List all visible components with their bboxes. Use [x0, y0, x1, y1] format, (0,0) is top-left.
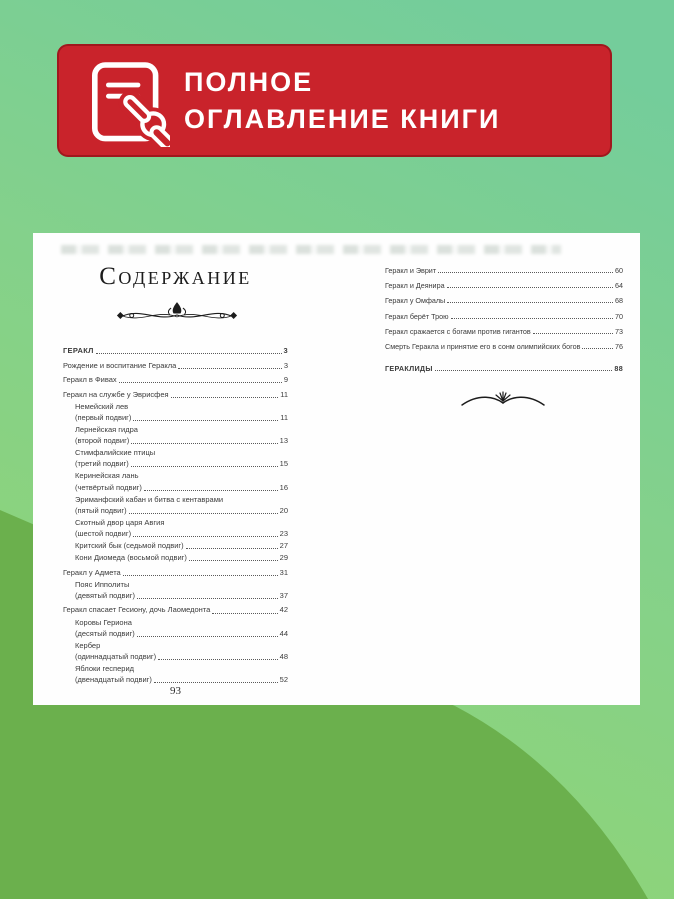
- toc-entry: Стимфалийские птицы (третий подвиг) 15: [75, 448, 288, 469]
- toc-right-column: [385, 266, 623, 373]
- banner-title-line1: ПОЛНОЕ: [184, 66, 314, 97]
- toc-left-column: [63, 345, 288, 685]
- toc-entry: Яблоки гесперид (двенадцатый подвиг) 52: [75, 663, 288, 685]
- book-page: [33, 233, 640, 705]
- toc-entry: Геракл берёт Трою 70: [385, 311, 623, 321]
- page-bleed-through: [61, 245, 561, 254]
- floral-flourish-icon: [113, 299, 241, 327]
- toc-entry: Геракл в Фивах 9: [63, 375, 288, 385]
- toc-entry: Кербер (одиннадцатый подвиг) 48: [75, 640, 288, 661]
- page-title: Содержание: [99, 263, 252, 290]
- toc-promo-banner: [57, 44, 612, 157]
- toc-entry: Геракл и Деянира 64: [385, 281, 623, 291]
- page-number: 93: [170, 685, 181, 697]
- toc-entry: Геракл на службе у Эврисфея 11: [63, 389, 288, 399]
- toc-entry: Критский бык (седьмой подвиг) 27: [75, 541, 288, 550]
- toc-entry: Скотный двор царя Авгия (шестой подвиг) 23: [75, 517, 288, 538]
- toc-entry: Геракл у Омфалы 68: [385, 296, 623, 306]
- toc-entry: Кони Диомеда (восьмой подвиг) 29: [75, 553, 288, 563]
- toc-entry: Геракл сражается с богами против гигантов 73: [385, 326, 623, 336]
- toc-entry: Лернейская гидра (второй подвиг) 13: [75, 425, 288, 446]
- toc-entry: Геракл спасает Гесиону, дочь Лаомедонта 42: [63, 605, 288, 615]
- toc-entry: ГЕРАКЛИДЫ 88: [385, 363, 623, 373]
- banner-title: [184, 64, 500, 138]
- toc-entry: Керинейская лань (четвёртый подвиг) 16: [75, 471, 288, 492]
- toc-entry: Смерть Геракла и принятие его в сонм олимпийских богов 76: [385, 341, 623, 351]
- toc-entry: Пояс Ипполиты (девятый подвиг) 37: [75, 579, 288, 600]
- leaf-swirl-icon: [457, 389, 549, 413]
- toc-entry: Геракл у Адмета 31: [63, 567, 288, 577]
- toc-entry: ГЕРАКЛ 3: [63, 346, 288, 355]
- toc-entry: Коровы Гериона (десятый подвиг) 44: [75, 617, 288, 638]
- book-click-icon: [74, 55, 170, 147]
- toc-entry: Немейский лев (первый подвиг) 11: [75, 401, 288, 422]
- toc-entry: Рождение и воспитание Геракла 3: [63, 360, 288, 370]
- banner-title-line2: ОГЛАВЛЕНИЕ КНИГИ: [184, 103, 501, 134]
- toc-entry: Геракл и Эврит 60: [385, 266, 623, 275]
- toc-entry: Эриманфский кабан и битва с кентаврами (пятый подвиг) 20: [75, 494, 288, 515]
